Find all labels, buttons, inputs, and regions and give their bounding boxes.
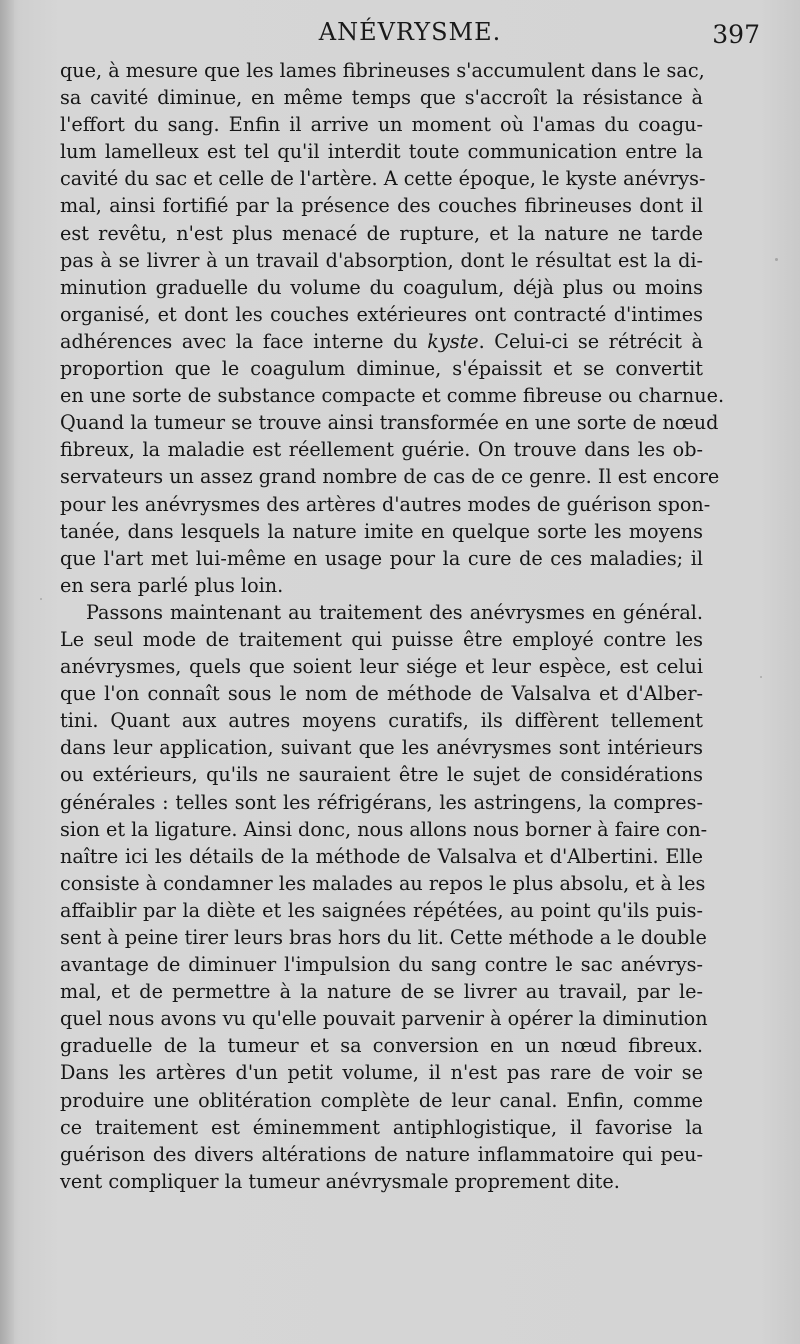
text-line: mal, et de permettre à la nature de se livrer au travail, par le- — [60, 980, 703, 1004]
text-line: Dans les artères d'un petit volume, il n'est pas rare de voir se — [60, 1061, 703, 1085]
text-line: anévrysmes, quels que soient leur siége et leur espèce, est celui — [60, 655, 703, 679]
text-line: Quand la tumeur se trouve ainsi transformée en une sorte de nœud — [60, 411, 719, 435]
text-line: que l'on connaît sous le nom de méthode de Valsalva et d'Alber- — [60, 682, 703, 706]
text-line: cavité du sac et celle de l'artère. A cette époque, le kyste anévrys- — [60, 167, 706, 191]
text-line: mal, ainsi fortifié par la présence des couches fibrineuses dont il — [60, 194, 703, 218]
text-line: naître ici les détails de la méthode de Valsalva et d'Albertini. Elle — [60, 844, 703, 868]
page-gutter-shadow — [0, 0, 14, 1344]
text-line: quel nous avons vu qu'elle pouvait parvenir à opérer la diminution — [60, 1007, 708, 1031]
text-line: Passons maintenant au traitement des anévrysmes en général. — [86, 600, 703, 624]
text-line: organisé, et dont les couches extérieures ont contracté d'intimes — [60, 302, 703, 326]
paragraph-treatment — [60, 599, 708, 1195]
text-line: lum lamelleux est tel qu'il interdit toute communication entre la — [60, 140, 703, 164]
text-line: Le seul mode de traitement qui puisse être employé contre les — [60, 627, 703, 651]
text-line: ce traitement est éminemment antiphlogistique, il favorise la — [60, 1115, 703, 1139]
text-line: tanée, dans lesquels la nature imite en quelque sorte les moyens — [60, 519, 703, 543]
text-line: que, à mesure que les lames fibrineuses s'accumulent dans le sac, — [60, 59, 705, 82]
text-line: avantage de diminuer l'impulsion du sang contre le sac anévrys- — [60, 953, 703, 977]
text-line: adhérences avec la face interne du kyste. Celui-ci se rétrécit à — [60, 329, 703, 353]
text-line: servateurs un assez grand nombre de cas de ce genre. Il est encore — [60, 465, 720, 489]
text-line: l'effort du sang. Enfin il arrive un moment où l'amas du coagu- — [60, 113, 703, 137]
text-line: produire une oblitération complète de leur canal. Enfin, comme — [60, 1088, 703, 1112]
italic-term: kyste — [427, 329, 479, 353]
text-line: sa cavité diminue, en même temps que s'accroît la résistance à — [60, 86, 703, 110]
text-line: en sera parlé plus loin. — [60, 573, 284, 597]
text-line: proportion que le coagulum diminue, s'épaissit et se convertit — [60, 357, 703, 381]
text-line: ou extérieurs, qu'ils ne sauraient être le sujet de considérations — [60, 763, 703, 787]
text-line: générales : telles sont les réfrigérans, les astringens, la compres- — [60, 790, 703, 814]
text-line: dans leur application, suivant que les anévrysmes sont intérieurs — [60, 736, 703, 760]
text-line: pas à se livrer à un travail d'absorption, dont le résultat est la di- — [60, 248, 703, 272]
page-number: 397 — [712, 20, 760, 49]
print-speckle — [40, 598, 42, 600]
text-line: consiste à condamner les malades au repos le plus absolu, et à les — [60, 871, 706, 895]
print-speckle — [760, 676, 762, 678]
text-line: en une sorte de substance compacte et comme fibreuse ou charnue. — [60, 384, 725, 408]
text-line: guérison des divers altérations de nature inflammatoire qui peu- — [60, 1142, 703, 1166]
running-title: ANÉVRYSME. — [318, 18, 502, 46]
text-line: minution graduelle du volume du coagulum, déjà plus ou moins — [60, 275, 703, 299]
text-line: fibreux, la maladie est réellement guérie. On trouve dans les ob- — [60, 438, 703, 462]
text-line: est revêtu, n'est plus menacé de rupture, et la nature ne tarde — [60, 221, 703, 245]
text-line: tini. Quant aux autres moyens curatifs, ils diffèrent tellement — [60, 709, 703, 733]
text-line: sion et la ligature. Ainsi donc, nous allons nous borner à faire con- — [60, 817, 708, 841]
body-text — [60, 57, 725, 1195]
text-line: vent compliquer la tumeur anévrysmale proprement dite. — [60, 1169, 620, 1193]
text-line: sent à peine tirer leurs bras hors du lit. Cette méthode a le double — [60, 926, 707, 949]
text-line: que l'art met lui-même en usage pour la cure de ces maladies; il — [60, 546, 703, 570]
text-line: pour les anévrysmes des artères d'autres modes de guérison spon- — [60, 492, 711, 516]
print-speckle — [775, 258, 778, 261]
text-line: graduelle de la tumeur et sa conversion en un nœud fibreux. — [60, 1034, 703, 1058]
page-header — [60, 18, 760, 52]
paragraph-continuation — [60, 57, 725, 599]
text-line: affaiblir par la diète et les saignées répétées, au point qu'ils puis- — [60, 898, 703, 922]
